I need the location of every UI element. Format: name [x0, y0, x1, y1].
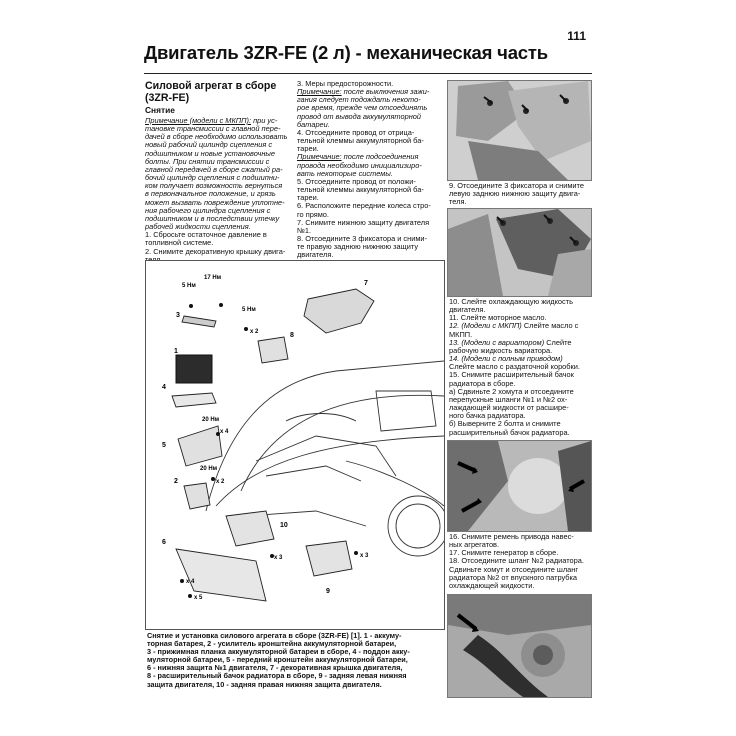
text-line-lead: 8. Отсоедините 3 фиксатора и сними- — [297, 233, 427, 243]
note-line: подшипником и в последствии утечку — [145, 213, 280, 223]
rear-right-cover-part — [226, 511, 274, 546]
label-10: 10 — [280, 522, 288, 529]
text-line-lead: 6. Расположите передние колеса стро- — [297, 201, 431, 211]
text-line-lead: 4. Отсоедините провод от отрица- — [297, 127, 415, 137]
photo-radiator-hose-image — [448, 595, 591, 697]
under-cover-1-part — [176, 549, 266, 601]
text-line-rest: Слейте — [544, 337, 572, 347]
text-line-lead: вать некоторые системы. — [297, 168, 393, 178]
step-line: топливной системе. — [145, 238, 214, 248]
step-line: 17. Снимите генератор в сборе. — [449, 548, 559, 558]
text-line-lead: 12. (Модели с МКПП) — [449, 321, 522, 331]
note-label: Примечание (модели с МКПП): — [145, 116, 252, 125]
torque-20nm-2: 20 Нм — [200, 466, 218, 472]
text-line-lead: тареи. — [297, 193, 319, 203]
exploded-diagram — [145, 260, 445, 630]
text-line — [449, 429, 594, 437]
note-line: бочий цилиндр сцепления с подшипни- — [145, 173, 280, 183]
photo-radiator-hose — [447, 594, 592, 698]
note-line: дачей в сборе необходимо использовать — [145, 132, 288, 142]
text-line — [297, 186, 443, 194]
caption-line: теля. — [449, 197, 467, 207]
text-line-rest: после подсоединения — [341, 152, 419, 162]
caption-line: 3 - прижимная планка аккумуляторной батареи в сборе, 4 - поддон акку- — [147, 647, 410, 657]
photo-coolant-reservoir-image — [448, 441, 591, 531]
text-line-lead: 5. Отсоедините провод от положи- — [297, 176, 416, 186]
hold-down-part — [182, 316, 216, 327]
label-2: 2 — [174, 478, 178, 485]
torque-5nm: 5 Нм — [182, 283, 196, 289]
caption-line: 8 - расширительный бачок радиатора в сборе, 9 - задняя левая нижняя — [147, 671, 407, 681]
label-9: 9 — [326, 588, 330, 595]
text-line-lead: МКПП. — [449, 329, 473, 339]
exploded-diagram-drawing — [146, 261, 444, 629]
engine-cover-part — [304, 289, 374, 333]
right-steps-16-18 — [449, 533, 594, 590]
qty-x2: x 2 — [250, 329, 259, 335]
text-line-lead: двигателя. — [449, 305, 486, 315]
text-line-lead: 10. Слейте охлаждающую жидкость — [449, 297, 573, 306]
qty-x2-2: x 2 — [216, 479, 225, 485]
text-line-lead: провода необходимо инициализиро- — [297, 160, 422, 170]
middle-column — [297, 80, 443, 259]
note-line: подшипником и новые установочные — [145, 148, 275, 158]
step-line: радиатора №2 от впускного патрубка — [449, 572, 578, 582]
caption-step-9 — [449, 182, 594, 206]
caption-line: защита двигателя, 10 - задняя правая нижняя защита двигателя. — [147, 679, 382, 689]
photo-rear-left-underbody — [447, 80, 592, 181]
step-line: 1. Сбросьте остаточное давление в — [145, 230, 267, 240]
right-steps-10-15 — [449, 298, 594, 437]
diagram-caption — [147, 632, 443, 689]
caption-line: муляторной батареи, 5 - передний кронштейн аккумуляторной батареи, — [147, 655, 408, 665]
caption-line: левую заднюю нижнюю защиту двига- — [449, 189, 581, 199]
photo-rear-right-underbody — [447, 208, 592, 297]
qty-x3-2: x 3 — [360, 553, 369, 559]
text-line-lead: перепускные шланги №1 и №2 ох- — [449, 394, 568, 404]
step-line: 18. Отсоедините шланг №2 радиатора. — [449, 556, 584, 566]
note-line: ния рабочего цилиндра сцепления с — [145, 205, 271, 215]
text-line-rest: Слейте масло с — [521, 321, 579, 331]
text-line-lead: расширительный бачок радиатора. — [449, 427, 570, 437]
text-line-lead: провод от вывода аккумуляторной — [297, 111, 421, 121]
text-line-lead: батареи. — [297, 119, 330, 129]
note-line: рабочей жидкости сцепления. — [145, 222, 251, 232]
caption-line: Снятие и установка силового агрегата в сборе (3ZR-FE) [1]. 1 - аккуму- — [147, 631, 402, 640]
step-line: Сдвиньте хомут и отсоедините шланг — [449, 564, 579, 574]
step-line: 16. Снимите ремень привода навес- — [449, 532, 574, 541]
caption-line: 6 - нижняя защита №1 двигателя, 7 - декоративная крышка двигателя, — [147, 663, 403, 673]
text-line-lead: 3. Меры предосторожности. — [297, 79, 394, 88]
text-line-lead: тареи. — [297, 144, 319, 154]
photo-rear-left-underbody-image — [448, 81, 591, 180]
qty-x4-2: x 4 — [186, 579, 195, 585]
label-5: 5 — [162, 442, 166, 449]
label-1: 1 — [174, 348, 178, 355]
text-line-lead: лаждающей жидкости от расшире- — [449, 403, 569, 413]
qty-x4: x 4 — [220, 429, 229, 435]
note-line: тановке трансмиссии с главной пере- — [145, 124, 281, 134]
step-line: 2. Снимите декоративную крышку двига- — [145, 246, 286, 256]
battery-bracket-part — [178, 426, 222, 466]
text-line-lead: двигателя. — [297, 250, 334, 260]
note-line: при ус- — [253, 116, 278, 125]
section-title-line-2: (3ZR-FE) — [145, 92, 190, 104]
note-line: может вызвать повреждение уплотне- — [145, 197, 285, 207]
text-line-lead: рабочую жидкость вариатора. — [449, 345, 553, 355]
text-line-lead: тельной клеммы аккумуляторной ба- — [297, 136, 424, 146]
note-line: в первоначальное положение, и грязь — [145, 189, 276, 199]
text-line-lead: №1. — [297, 225, 312, 235]
label-8: 8 — [290, 332, 294, 339]
label-4: 4 — [162, 384, 166, 391]
text-line-lead: ного бачка радиатора. — [449, 411, 526, 421]
title-rule — [144, 73, 592, 74]
rear-left-cover-part — [306, 541, 352, 576]
note-line: новый рабочий цилиндр сцепления с — [145, 140, 273, 150]
text-line-lead: те правую заднюю нижнюю защиту — [297, 242, 419, 252]
caption-line: 9. Отсоедините 3 фиксатора и снимите — [449, 181, 584, 190]
text-line-lead: тельной клеммы аккумуляторной ба- — [297, 185, 424, 195]
caption-line: торная батарея, 2 - усилитель кронштейна аккумуляторной батареи, — [147, 639, 397, 649]
text-line-lead: 15. Снимите расширительный бачок — [449, 370, 574, 380]
step-line: ных агрегатов. — [449, 540, 500, 550]
photo-rear-right-underbody-image — [448, 209, 591, 296]
text-line-rest: после выключения зажи- — [341, 87, 430, 97]
note-line: главной передачей в сборе сжатый ра- — [145, 164, 283, 174]
text-line-lead: б) Выверните 2 болта и снимите — [449, 419, 561, 429]
label-3: 3 — [176, 312, 180, 319]
text-line-lead: 14. (Модели с полным приводом) — [449, 354, 563, 364]
subsection-title: Снятие — [145, 105, 175, 115]
text-line-lead: Слейте масло с раздаточной коробки. — [449, 362, 580, 372]
text-line-lead: 11. Слейте моторное масло. — [449, 313, 547, 323]
text-line-lead: радиатора в сборе. — [449, 378, 516, 388]
text-line-lead: 13. (Модели с вариатором) — [449, 337, 545, 347]
left-column — [145, 80, 291, 264]
label-7: 7 — [364, 280, 368, 287]
text-line — [297, 251, 443, 259]
step-line: охлаждающей жидкости. — [449, 580, 535, 590]
text-line-lead: гания следует подождать некото- — [297, 95, 421, 105]
qty-x5: x 5 — [194, 595, 203, 601]
page-number: 111 — [567, 29, 586, 43]
qty-x3: x 3 — [274, 555, 283, 561]
page-title: Двигатель 3ZR-FE (2 л) - механическая часть — [144, 42, 548, 63]
text-line-lead: Примечание: — [297, 87, 342, 97]
text-line — [297, 137, 443, 145]
battery-tray-part — [172, 393, 216, 407]
reservoir-part — [258, 337, 288, 363]
text-line — [297, 219, 443, 227]
text-line-lead: Примечание: — [297, 152, 342, 162]
torque-5nm-2: 5 Нм — [242, 307, 256, 313]
section-title-line-1: Силовой агрегат в сборе — [145, 80, 277, 92]
text-line-lead: a) Сдвиньте 2 хомута и отсоедините — [449, 386, 574, 396]
note-line: болты. При снятии трансмиссии с — [145, 156, 270, 166]
text-line-lead: рое время, прежде чем отсоединять — [297, 103, 428, 113]
photo-coolant-reservoir — [447, 440, 592, 532]
torque-20nm: 20 Нм — [202, 417, 220, 423]
text-line-lead: го прямо. — [297, 209, 329, 219]
battery-part — [176, 355, 212, 383]
note-block — [145, 117, 291, 231]
bracket-reinforcement-part — [184, 483, 210, 509]
note-line: ком получает возможность вернуться — [145, 181, 283, 191]
label-6: 6 — [162, 539, 166, 546]
text-line-lead: 7. Снимите нижнюю защиту двигателя — [297, 217, 430, 227]
torque-17nm: 17 Нм — [204, 275, 222, 281]
